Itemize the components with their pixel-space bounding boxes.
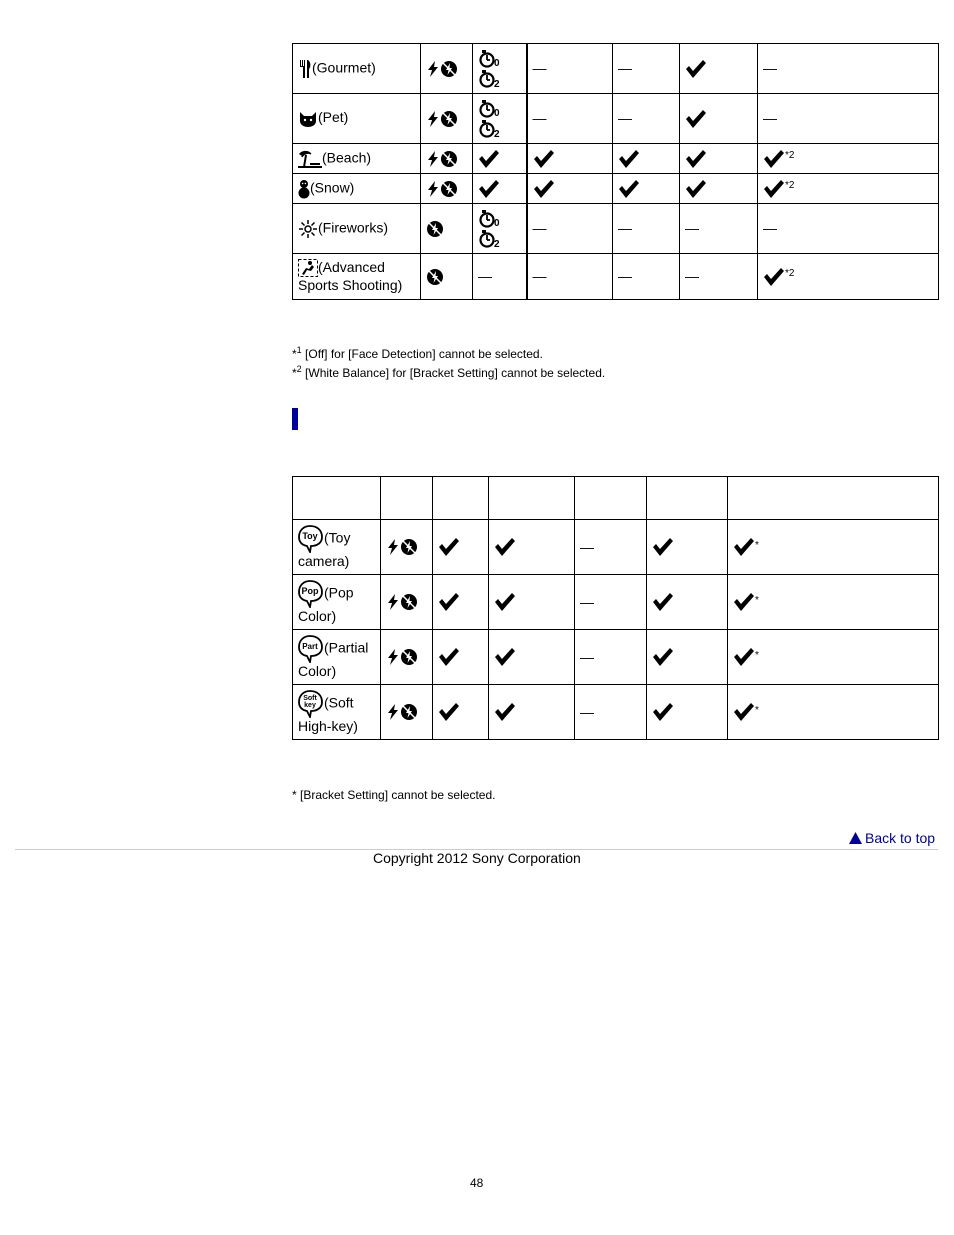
check-icon bbox=[733, 702, 755, 722]
table-cell bbox=[473, 144, 527, 174]
page-number: 48 bbox=[470, 1176, 484, 1190]
back-to-top-link[interactable] bbox=[849, 830, 935, 846]
svg-text:Soft: Soft bbox=[303, 694, 317, 702]
self-timer-2-icon bbox=[478, 229, 504, 249]
table-cell: * bbox=[728, 520, 939, 575]
flash-auto-icon bbox=[386, 648, 400, 666]
no-flash-icon bbox=[400, 538, 418, 556]
table-cell: — bbox=[613, 94, 680, 144]
table-cell bbox=[421, 254, 473, 300]
advanced-sports-icon bbox=[298, 259, 318, 277]
check-icon bbox=[763, 149, 785, 169]
soft-high-key-icon bbox=[298, 690, 324, 718]
table-cell bbox=[613, 174, 680, 204]
table-cell bbox=[293, 174, 421, 204]
no-flash-icon bbox=[440, 150, 458, 168]
table-row bbox=[293, 520, 939, 575]
pop-color-icon bbox=[298, 580, 324, 608]
flash-auto-icon bbox=[426, 180, 440, 198]
check-icon bbox=[618, 149, 640, 169]
copyright: Copyright 2012 Sony Corporation bbox=[373, 850, 581, 866]
table-cell bbox=[381, 575, 433, 630]
svg-text:Part: Part bbox=[302, 641, 318, 651]
table-row bbox=[293, 630, 939, 685]
self-timer-10-icon bbox=[478, 209, 504, 229]
scene-label: (Beach) bbox=[322, 149, 372, 166]
table-cell bbox=[647, 685, 728, 740]
check-icon bbox=[763, 267, 785, 287]
check-icon bbox=[652, 537, 674, 557]
table-cell bbox=[647, 630, 728, 685]
table-cell bbox=[473, 44, 527, 94]
flash-auto-icon bbox=[426, 150, 440, 168]
table-row bbox=[293, 94, 939, 144]
check-icon bbox=[438, 702, 460, 722]
table-cell: * bbox=[728, 685, 939, 740]
picture-effect-table bbox=[292, 476, 939, 740]
check-icon bbox=[652, 647, 674, 667]
table-row bbox=[293, 685, 939, 740]
table-cell: — bbox=[758, 44, 939, 94]
table-cell bbox=[381, 630, 433, 685]
table-cell: *2 bbox=[758, 144, 939, 174]
svg-text:0: 0 bbox=[494, 57, 500, 69]
no-flash-icon bbox=[426, 220, 444, 238]
check-icon bbox=[685, 59, 707, 79]
table-cell bbox=[680, 144, 758, 174]
scene-label: (Fireworks) bbox=[318, 219, 388, 236]
table-cell bbox=[293, 44, 421, 94]
table-cell: — bbox=[575, 520, 647, 575]
footnote-2-text: [White Balance] for [Bracket Setting] cannot be selected. bbox=[305, 366, 606, 380]
table-cell bbox=[433, 520, 489, 575]
scene-label: (Snow) bbox=[310, 179, 355, 196]
check-icon bbox=[652, 592, 674, 612]
flash-auto-icon bbox=[426, 60, 440, 78]
back-to-top-label: Back to top bbox=[865, 830, 936, 846]
partial-color-icon bbox=[298, 635, 324, 663]
table-cell: — bbox=[613, 44, 680, 94]
table-cell: — bbox=[613, 254, 680, 300]
table-cell bbox=[473, 204, 527, 254]
scene-label: (Advanced Sports Shooting) bbox=[298, 258, 403, 294]
table-cell bbox=[489, 520, 575, 575]
svg-text:Toy: Toy bbox=[302, 530, 318, 541]
table-cell bbox=[381, 520, 433, 575]
table-row bbox=[293, 575, 939, 630]
table-cell: *2 bbox=[758, 254, 939, 300]
table-cell: — bbox=[527, 94, 613, 144]
table-cell bbox=[293, 575, 381, 630]
table-cell bbox=[433, 630, 489, 685]
toy-camera-icon bbox=[298, 525, 324, 553]
section-heading-bar bbox=[292, 408, 298, 430]
check-icon bbox=[618, 179, 640, 199]
table-cell bbox=[293, 254, 421, 300]
gourmet-icon bbox=[298, 59, 312, 79]
check-icon bbox=[478, 149, 500, 169]
table-cell bbox=[613, 144, 680, 174]
table-header-row bbox=[293, 477, 939, 520]
self-timer-10-icon bbox=[478, 99, 504, 119]
table-cell bbox=[433, 575, 489, 630]
check-icon bbox=[478, 179, 500, 199]
footnote-bracket: * [Bracket Setting] cannot be selected. bbox=[292, 788, 496, 802]
table-cell: — bbox=[680, 204, 758, 254]
no-flash-icon bbox=[426, 268, 444, 286]
table-cell: — bbox=[575, 630, 647, 685]
flash-auto-icon bbox=[386, 593, 400, 611]
table-cell bbox=[489, 685, 575, 740]
table-cell bbox=[293, 144, 421, 174]
no-flash-icon bbox=[440, 110, 458, 128]
table-cell bbox=[421, 174, 473, 204]
table-cell bbox=[473, 94, 527, 144]
table-cell bbox=[293, 630, 381, 685]
check-icon bbox=[494, 647, 516, 667]
svg-text:2: 2 bbox=[494, 128, 500, 139]
table-cell: — bbox=[473, 254, 527, 300]
check-icon bbox=[733, 592, 755, 612]
table-cell bbox=[680, 94, 758, 144]
check-icon bbox=[652, 702, 674, 722]
table-cell: * bbox=[728, 630, 939, 685]
flash-auto-icon bbox=[386, 703, 400, 721]
svg-text:0: 0 bbox=[494, 217, 500, 229]
effect-label: (Soft High-key) bbox=[298, 694, 358, 734]
footnote-1: *$^1$ [Off] for [Face Detection] cannot be selected. bbox=[292, 345, 543, 361]
table-cell: * bbox=[728, 575, 939, 630]
table-cell bbox=[421, 144, 473, 174]
self-timer-10-icon bbox=[478, 49, 504, 69]
check-icon bbox=[438, 537, 460, 557]
table-cell bbox=[473, 174, 527, 204]
no-flash-icon bbox=[400, 593, 418, 611]
check-icon bbox=[733, 537, 755, 557]
table-row bbox=[293, 204, 939, 254]
table-row bbox=[293, 254, 939, 300]
check-icon bbox=[763, 179, 785, 199]
table-cell: — bbox=[575, 685, 647, 740]
table-cell bbox=[381, 685, 433, 740]
check-icon bbox=[494, 702, 516, 722]
no-flash-icon bbox=[400, 703, 418, 721]
flash-auto-icon bbox=[426, 110, 440, 128]
table-cell bbox=[527, 174, 613, 204]
table-cell: *2 bbox=[758, 174, 939, 204]
scene-selection-table bbox=[292, 43, 939, 300]
table-cell: — bbox=[758, 204, 939, 254]
table-cell bbox=[489, 630, 575, 685]
check-icon bbox=[533, 179, 555, 199]
footnote-2: *$^2$ [White Balance] for [Bracket Setting] cannot be selected. bbox=[292, 364, 606, 380]
self-timer-2-icon bbox=[478, 69, 504, 89]
table-cell: — bbox=[613, 204, 680, 254]
table-cell bbox=[421, 94, 473, 144]
table-cell: — bbox=[527, 44, 613, 94]
table-cell bbox=[680, 44, 758, 94]
table-cell bbox=[647, 575, 728, 630]
flash-auto-icon bbox=[386, 538, 400, 556]
svg-text:2: 2 bbox=[494, 238, 500, 249]
table-cell bbox=[293, 94, 421, 144]
table-cell: — bbox=[680, 254, 758, 300]
effect-label: (Toy camera) bbox=[298, 529, 351, 569]
effect-label: (Pop Color) bbox=[298, 584, 354, 624]
no-flash-icon bbox=[440, 60, 458, 78]
table-cell bbox=[421, 204, 473, 254]
table-cell bbox=[680, 174, 758, 204]
svg-text:0: 0 bbox=[494, 107, 500, 119]
table-cell: — bbox=[575, 575, 647, 630]
scene-label: (Pet) bbox=[318, 109, 349, 126]
table-cell bbox=[489, 575, 575, 630]
beach-icon bbox=[298, 149, 322, 169]
footnote-1-text: [Off] for [Face Detection] cannot be selected. bbox=[305, 347, 543, 361]
check-icon bbox=[438, 647, 460, 667]
table-cell bbox=[293, 520, 381, 575]
table-cell bbox=[527, 144, 613, 174]
check-icon bbox=[533, 149, 555, 169]
check-icon bbox=[494, 537, 516, 557]
pet-icon bbox=[298, 110, 318, 128]
check-icon bbox=[438, 592, 460, 612]
no-flash-icon bbox=[440, 180, 458, 198]
snow-icon bbox=[298, 179, 310, 199]
table-row bbox=[293, 144, 939, 174]
table-row bbox=[293, 44, 939, 94]
scene-label: (Gourmet) bbox=[312, 59, 376, 76]
no-flash-icon bbox=[400, 648, 418, 666]
effect-label: (Partial Color) bbox=[298, 639, 369, 679]
check-icon bbox=[685, 179, 707, 199]
table-cell bbox=[421, 44, 473, 94]
table-cell: — bbox=[527, 254, 613, 300]
svg-text:key: key bbox=[304, 701, 316, 709]
fireworks-icon bbox=[298, 219, 318, 239]
up-triangle-icon bbox=[849, 832, 862, 844]
self-timer-2-icon bbox=[478, 119, 504, 139]
table-cell: — bbox=[758, 94, 939, 144]
table-cell: — bbox=[527, 204, 613, 254]
table-cell bbox=[433, 685, 489, 740]
table-cell bbox=[647, 520, 728, 575]
check-icon bbox=[494, 592, 516, 612]
svg-text:Pop: Pop bbox=[301, 585, 319, 596]
table-cell bbox=[293, 685, 381, 740]
check-icon bbox=[733, 647, 755, 667]
svg-text:2: 2 bbox=[494, 78, 500, 89]
check-icon bbox=[685, 109, 707, 129]
check-icon bbox=[685, 149, 707, 169]
table-row bbox=[293, 174, 939, 204]
table-cell bbox=[293, 204, 421, 254]
